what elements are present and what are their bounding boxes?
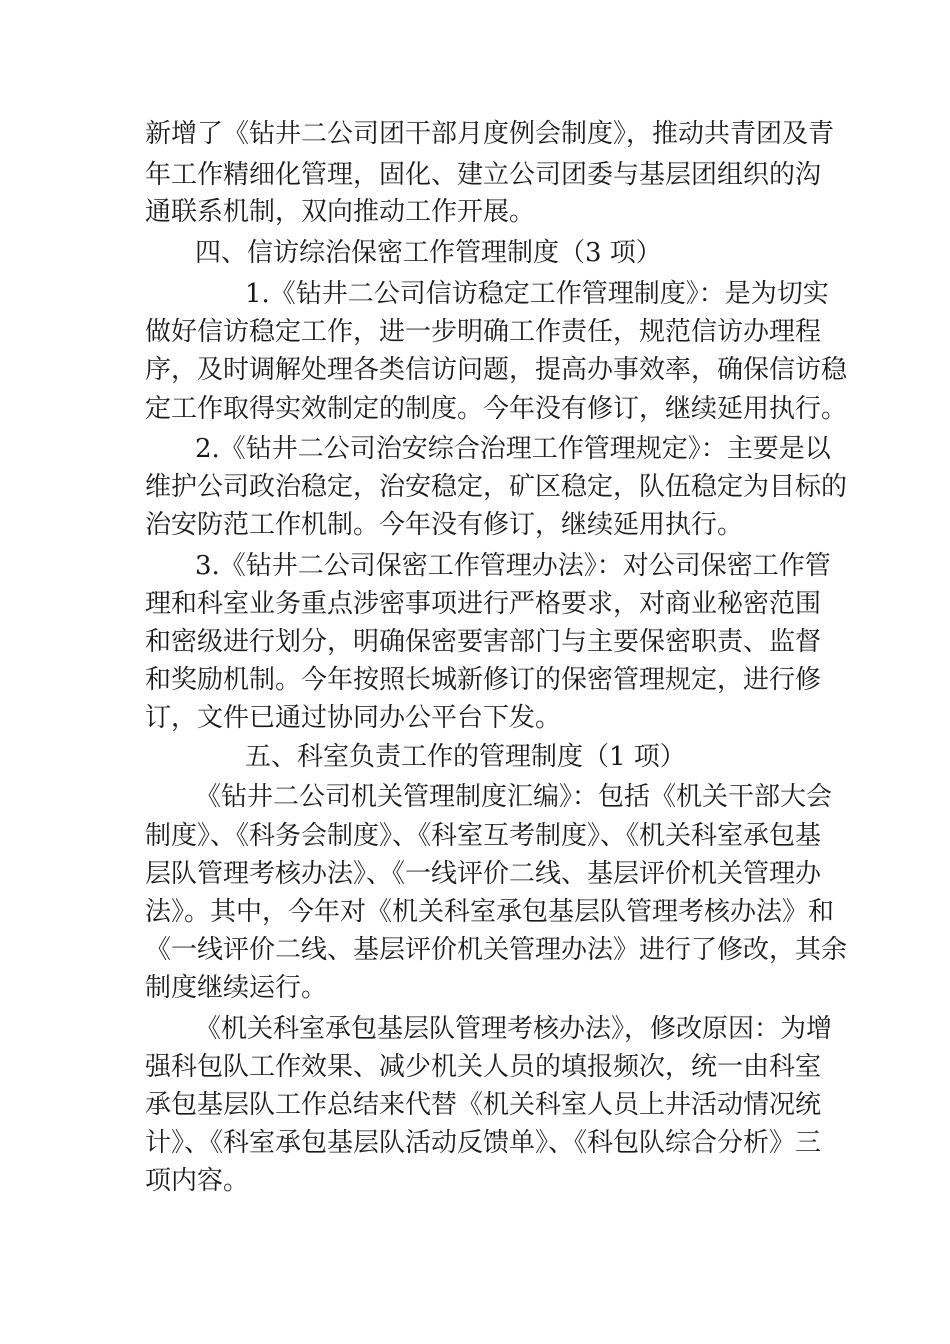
paragraph-line: 治安防范工作机制。今年没有修订，继续延用执行。 xyxy=(145,510,744,540)
paragraph-line: 《机关科室承包基层队管理考核办法》，修改原因：为增 xyxy=(195,1014,833,1044)
section-heading: 四、信访综治保密工作管理制度（3 项） xyxy=(195,238,662,268)
paragraph-line: 新增了《钻井二公司团干部月度例会制度》，推动共青团及青 xyxy=(145,119,835,149)
paragraph-line: 年工作精细化管理，固化、建立公司团委与基层团组织的沟 xyxy=(145,160,822,190)
paragraph-line: 1.《钻井二公司信访稳定工作管理制度》：是为切实 xyxy=(245,279,829,309)
paragraph-line: 做好信访稳定工作，进一步明确工作责任，规范信访办理程 xyxy=(145,317,822,347)
paragraph-line: 法》。其中，今年对《机关科室承包基层队管理考核办法》和 xyxy=(145,897,835,927)
paragraph-line: 《一线评价二线、基层评价机关管理办法》进行了修改，其余 xyxy=(145,935,848,965)
paragraph-line: 维护公司政治稳定，治安稳定，矿区稳定，队伍稳定为目标的 xyxy=(145,472,848,502)
paragraph-line: 层队管理考核办法》、《一线评价二线、基层评价机关管理办 xyxy=(145,859,822,889)
paragraph-line: 计》、《科室承包基层队活动反馈单》、《科包队综合分析》三 xyxy=(145,1128,822,1158)
paragraph-line: 和密级进行划分，明确保密要害部门与主要保密职责、监督 xyxy=(145,627,822,657)
paragraph-line: 和奖励机制。今年按照长城新修订的保密管理规定，进行修 xyxy=(145,665,822,695)
paragraph-line: 序，及时调解处理各类信访问题，提高办事效率，确保信访稳 xyxy=(145,355,848,385)
paragraph-line: 3.《钻井二公司保密工作管理办法》：对公司保密工作管 xyxy=(195,551,831,581)
paragraph-line: 制度》、《科务会制度》、《科室互考制度》、《机关科室承包基 xyxy=(145,821,822,851)
paragraph-line: 承包基层队工作总结来代替《机关科室人员上井活动情况统 xyxy=(145,1090,822,1120)
paragraph-line: 强科包队工作效果、减少机关人员的填报频次，统一由科室 xyxy=(145,1052,822,1082)
paragraph-line: 定工作取得实效制定的制度。今年没有修订，继续延用执行。 xyxy=(145,394,848,424)
paragraph-line: 《钻井二公司机关管理制度汇编》：包括《机关干部大会 xyxy=(195,782,833,812)
paragraph-line: 2.《钻井二公司治安综合治理工作管理规定》：主要是以 xyxy=(195,434,831,464)
paragraph-line: 项内容。 xyxy=(145,1166,250,1196)
paragraph-line: 订，文件已通过协同办公平台下发。 xyxy=(145,703,562,733)
paragraph-line: 理和科室业务重点涉密事项进行严格要求，对商业秘密范围 xyxy=(145,589,822,619)
section-heading: 五、科室负责工作的管理制度（1 项） xyxy=(245,742,686,772)
paragraph-line: 制度继续运行。 xyxy=(145,973,328,1003)
paragraph-line: 通联系机制，双向推动工作开展。 xyxy=(145,197,536,227)
